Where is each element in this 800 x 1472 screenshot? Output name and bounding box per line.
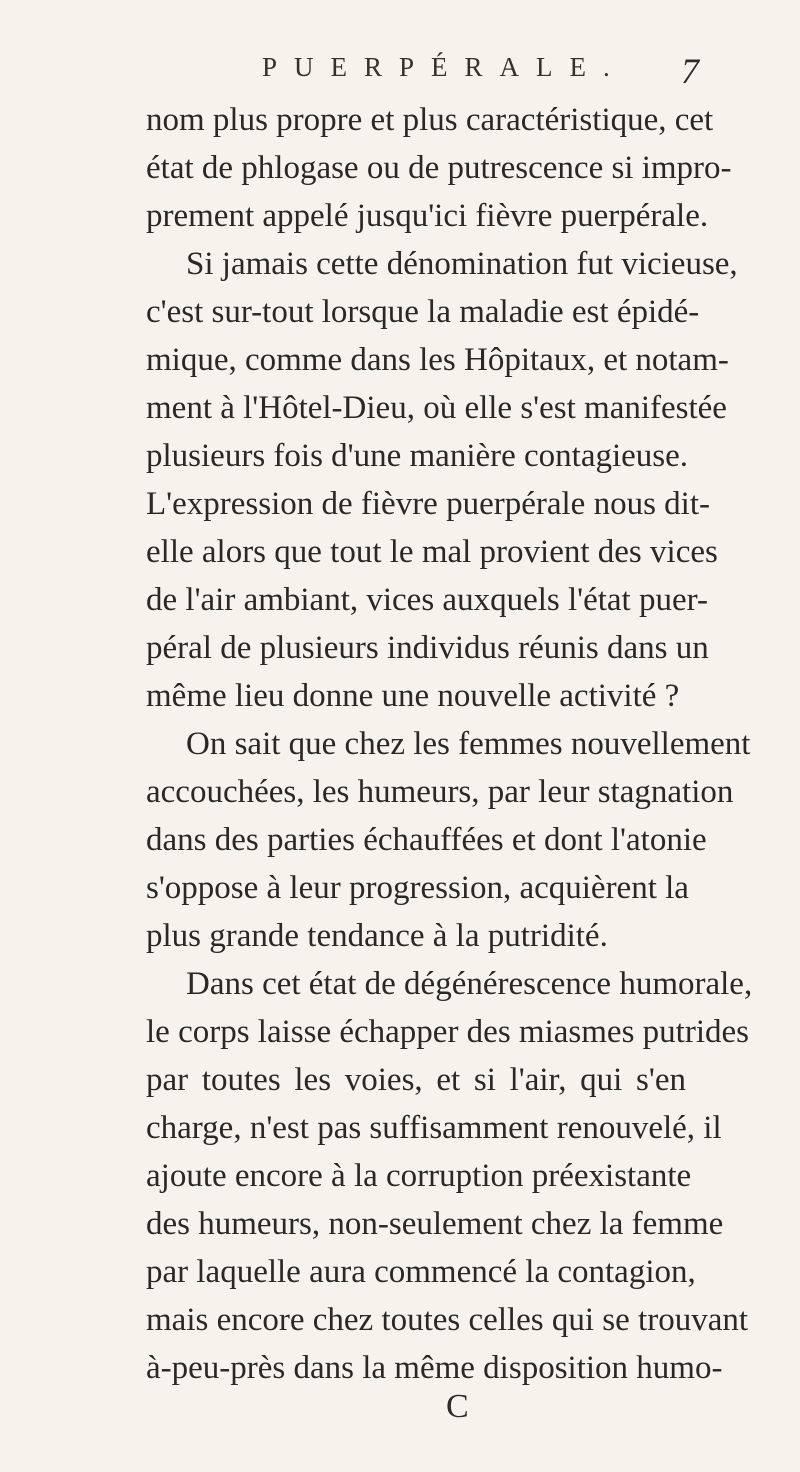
text-line: mique, comme dans les Hôpitaux, et notam- <box>146 342 729 378</box>
text-line: Si jamais cette dénomination fut vicieuse, <box>186 246 738 282</box>
running-title: PUERPÉRALE. <box>262 52 627 82</box>
running-head <box>0 50 800 90</box>
text-line: par laquelle aura commencé la contagion, <box>146 1254 696 1290</box>
text-line: état de phlogase ou de putrescence si impro- <box>146 150 732 186</box>
text-line: accouchées, les humeurs, par leur stagnation <box>146 774 734 810</box>
text-line: elle alors que tout le mal provient des vices <box>146 534 718 570</box>
text-line: Dans cet état de dégénérescence humorale, <box>186 966 753 1002</box>
text-line: dans des parties échauffées et dont l'atonie <box>146 822 707 858</box>
text-line: s'oppose à leur progression, acquièrent la <box>146 870 689 906</box>
text-line: péral de plusieurs individus réunis dans un <box>146 630 709 666</box>
text-line: même lieu donne une nouvelle activité ? <box>146 678 680 714</box>
text-line: prement appelé jusqu'ici fièvre puerpérale. <box>146 198 709 234</box>
text-line: par toutes les voies, et si l'air, qui s'en <box>146 1062 686 1098</box>
text-line: plusieurs fois d'une manière contagieuse. <box>146 438 689 474</box>
text-line: ment à l'Hôtel-Dieu, où elle s'est manifestée <box>146 390 727 426</box>
text-line: charge, n'est pas suffisamment renouvelé, il <box>146 1110 722 1146</box>
text-line: On sait que chez les femmes nouvellement <box>186 726 751 762</box>
text-line: à-peu-près dans la même disposition humo- <box>146 1350 723 1386</box>
text-line: L'expression de fièvre puerpérale nous dit- <box>146 486 710 522</box>
text-line: nom plus propre et plus caractéristique, cet <box>146 102 714 138</box>
text-line: c'est sur-tout lorsque la maladie est épidé- <box>146 294 700 330</box>
page-number: 7 <box>681 51 699 91</box>
text-line: de l'air ambiant, vices auxquels l'état puer- <box>146 582 708 618</box>
text-line: le corps laisse échapper des miasmes putrides <box>146 1014 749 1050</box>
signature-mark: C <box>446 1388 469 1425</box>
text-line: plus grande tendance à la putridité. <box>146 918 608 954</box>
text-line: des humeurs, non-seulement chez la femme <box>146 1206 724 1242</box>
text-line: mais encore chez toutes celles qui se trouvant <box>146 1302 749 1338</box>
text-line: ajoute encore à la corruption préexistante <box>146 1158 692 1194</box>
